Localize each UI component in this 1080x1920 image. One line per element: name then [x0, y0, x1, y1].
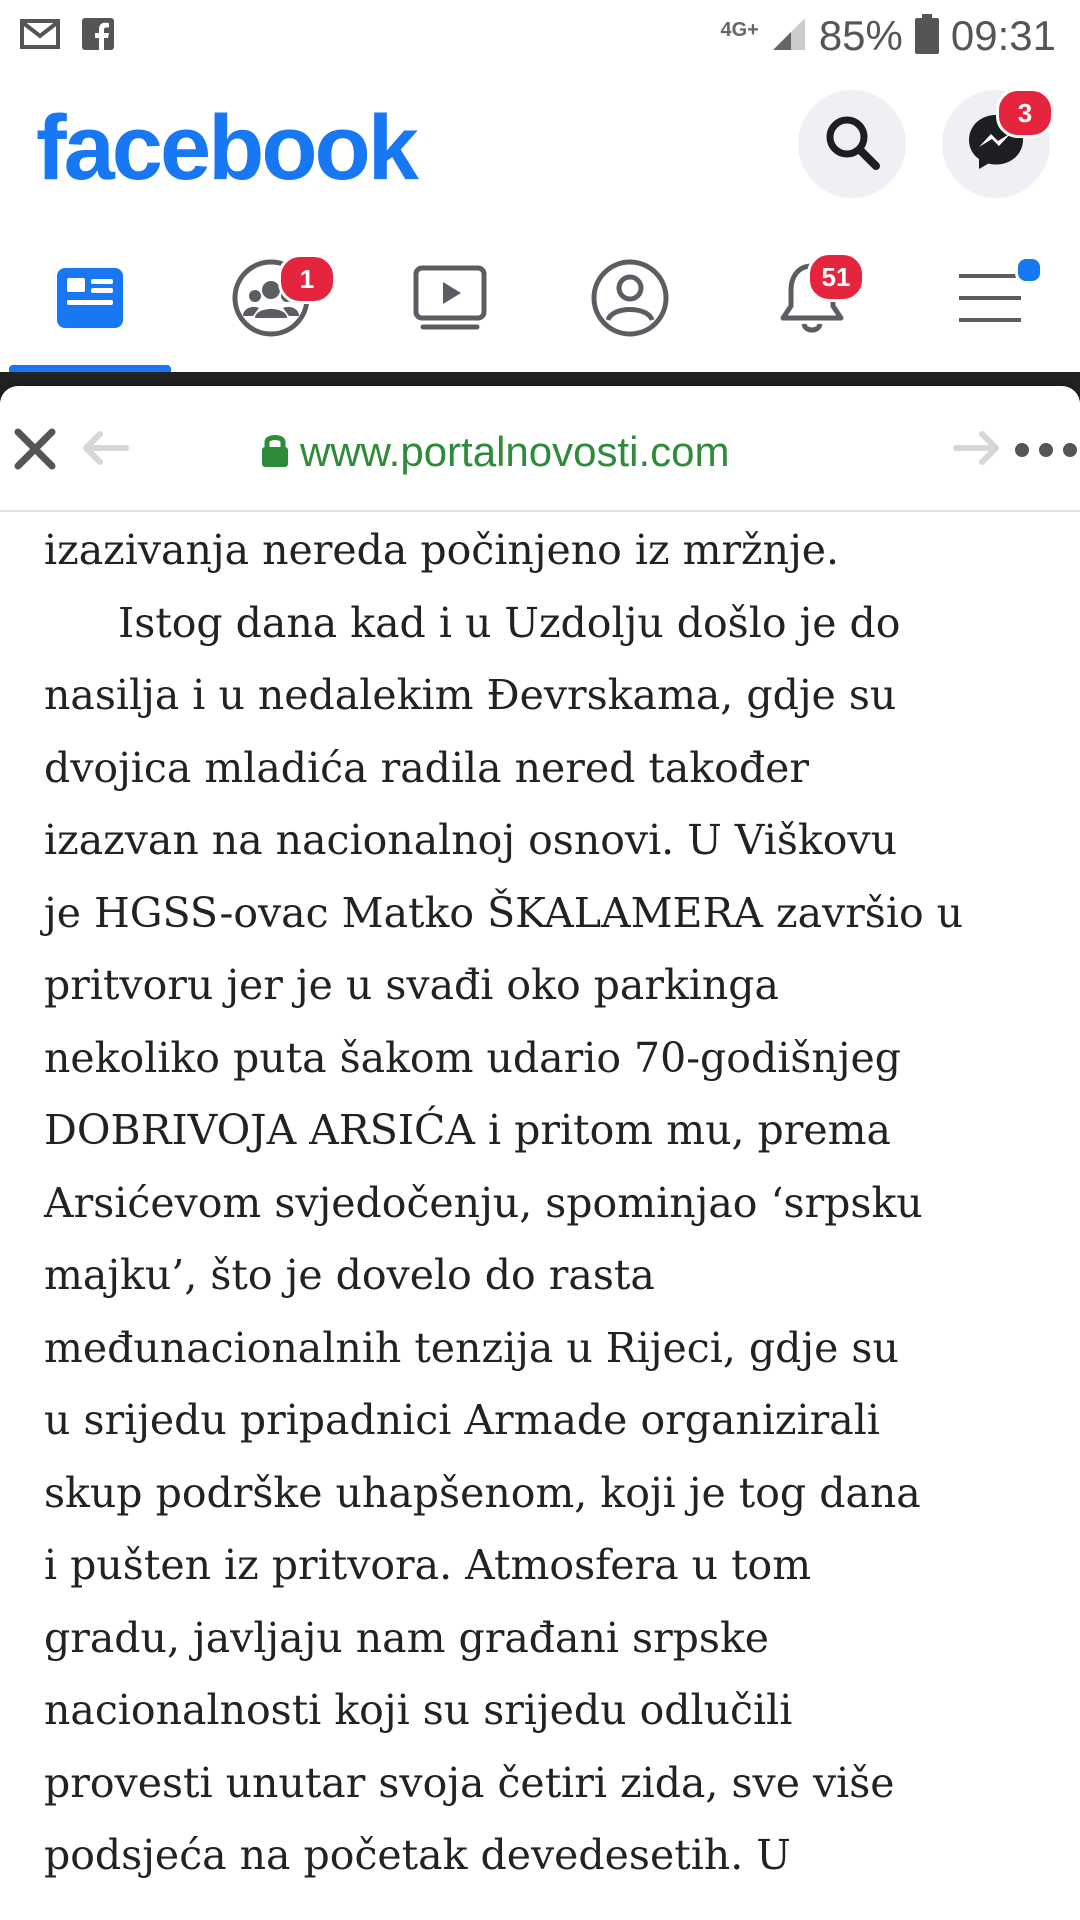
article-line: podsjeća na početak devedesetih. U — [44, 1831, 791, 1879]
menu-notification-dot — [1015, 256, 1043, 284]
battery-percent: 85% — [818, 12, 903, 59]
notifications-badge: 51 — [807, 252, 865, 302]
friends-badge: 1 — [278, 254, 336, 304]
article-line: izazivanja nereda počinjeno iz mržnje. — [44, 526, 840, 574]
article-line: međunacionalnih tenzija u Rijeci, gdje su — [44, 1323, 899, 1372]
back-arrow-icon[interactable] — [80, 430, 130, 471]
article-line: gradu, javljaju nam građani srpske — [44, 1613, 770, 1662]
article-line: nekoliko puta šakom udario 70-godišnjeg — [44, 1033, 902, 1082]
search-icon — [822, 112, 882, 177]
news-feed-icon — [55, 266, 125, 335]
article-line: nasilja i u nedalekim Đevrskama, gdje su — [44, 671, 897, 719]
menu-icon — [955, 268, 1025, 333]
article-body — [44, 514, 1054, 1892]
article-line: majku’, što je dovelo do rasta — [44, 1251, 655, 1299]
signal-icon — [771, 16, 807, 57]
article-line: dvojica mladića radila nered također — [44, 743, 809, 792]
article-line: skup podrške uhapšenom, koji je tog dana — [44, 1468, 921, 1517]
tab-watch[interactable] — [375, 228, 525, 372]
in-app-browser — [0, 386, 1080, 1920]
main-nav-tabs — [0, 228, 1080, 372]
article-line: izazvan na nacionalnoj osnovi. U Viškovu — [44, 816, 897, 864]
status-bar — [0, 0, 1080, 78]
facebook-header — [0, 78, 1080, 228]
network-type: 4G+ — [720, 19, 759, 41]
article-line: nacionalnosti koji su srijedu odlučili — [44, 1686, 793, 1734]
facebook-notification-icon — [82, 18, 114, 55]
tab-friends[interactable] — [196, 228, 346, 372]
article-line: je HGSS-ovac Matko ŠKALAMERA završio u — [44, 888, 964, 937]
forward-arrow-icon[interactable] — [952, 430, 1002, 471]
clock: 09:31 — [950, 12, 1056, 59]
profile-icon — [590, 258, 670, 343]
article-line: u srijedu pripadnici Armade organizirali — [44, 1396, 880, 1444]
article-line: DOBRIVOJA ARSIĆA i pritom mu, prema — [44, 1106, 891, 1154]
messenger-button[interactable] — [942, 90, 1050, 198]
browser-url-bar — [0, 386, 1080, 512]
article-line: provesti unutar svoja četiri zida, sve više — [44, 1758, 895, 1807]
tab-profile[interactable] — [555, 228, 705, 372]
active-tab-indicator — [9, 365, 171, 372]
lock-icon — [260, 432, 290, 473]
close-icon[interactable] — [12, 426, 58, 477]
article-line: Arsićevom svjedočenju, spominjao ‘srpsku — [44, 1178, 923, 1227]
article-line: i pušten iz pritvora. Atmosfera u tom — [44, 1541, 812, 1589]
mail-icon — [20, 19, 60, 54]
article-line: Istog dana kad i u Uzdolju došlo je do — [118, 598, 901, 647]
more-options-icon[interactable] — [1014, 442, 1078, 463]
messenger-badge: 3 — [996, 88, 1054, 138]
battery-icon — [915, 14, 939, 59]
url-text[interactable]: www.portalnovosti.com — [300, 428, 730, 475]
video-icon — [413, 265, 487, 336]
facebook-logo[interactable]: facebook — [36, 97, 416, 199]
tab-news-feed[interactable] — [15, 228, 165, 372]
search-button[interactable] — [798, 90, 906, 198]
tab-notifications[interactable] — [737, 228, 887, 372]
tab-menu[interactable] — [915, 228, 1065, 372]
article-line: pritvoru jer je u svađi oko parkinga — [44, 961, 779, 1009]
